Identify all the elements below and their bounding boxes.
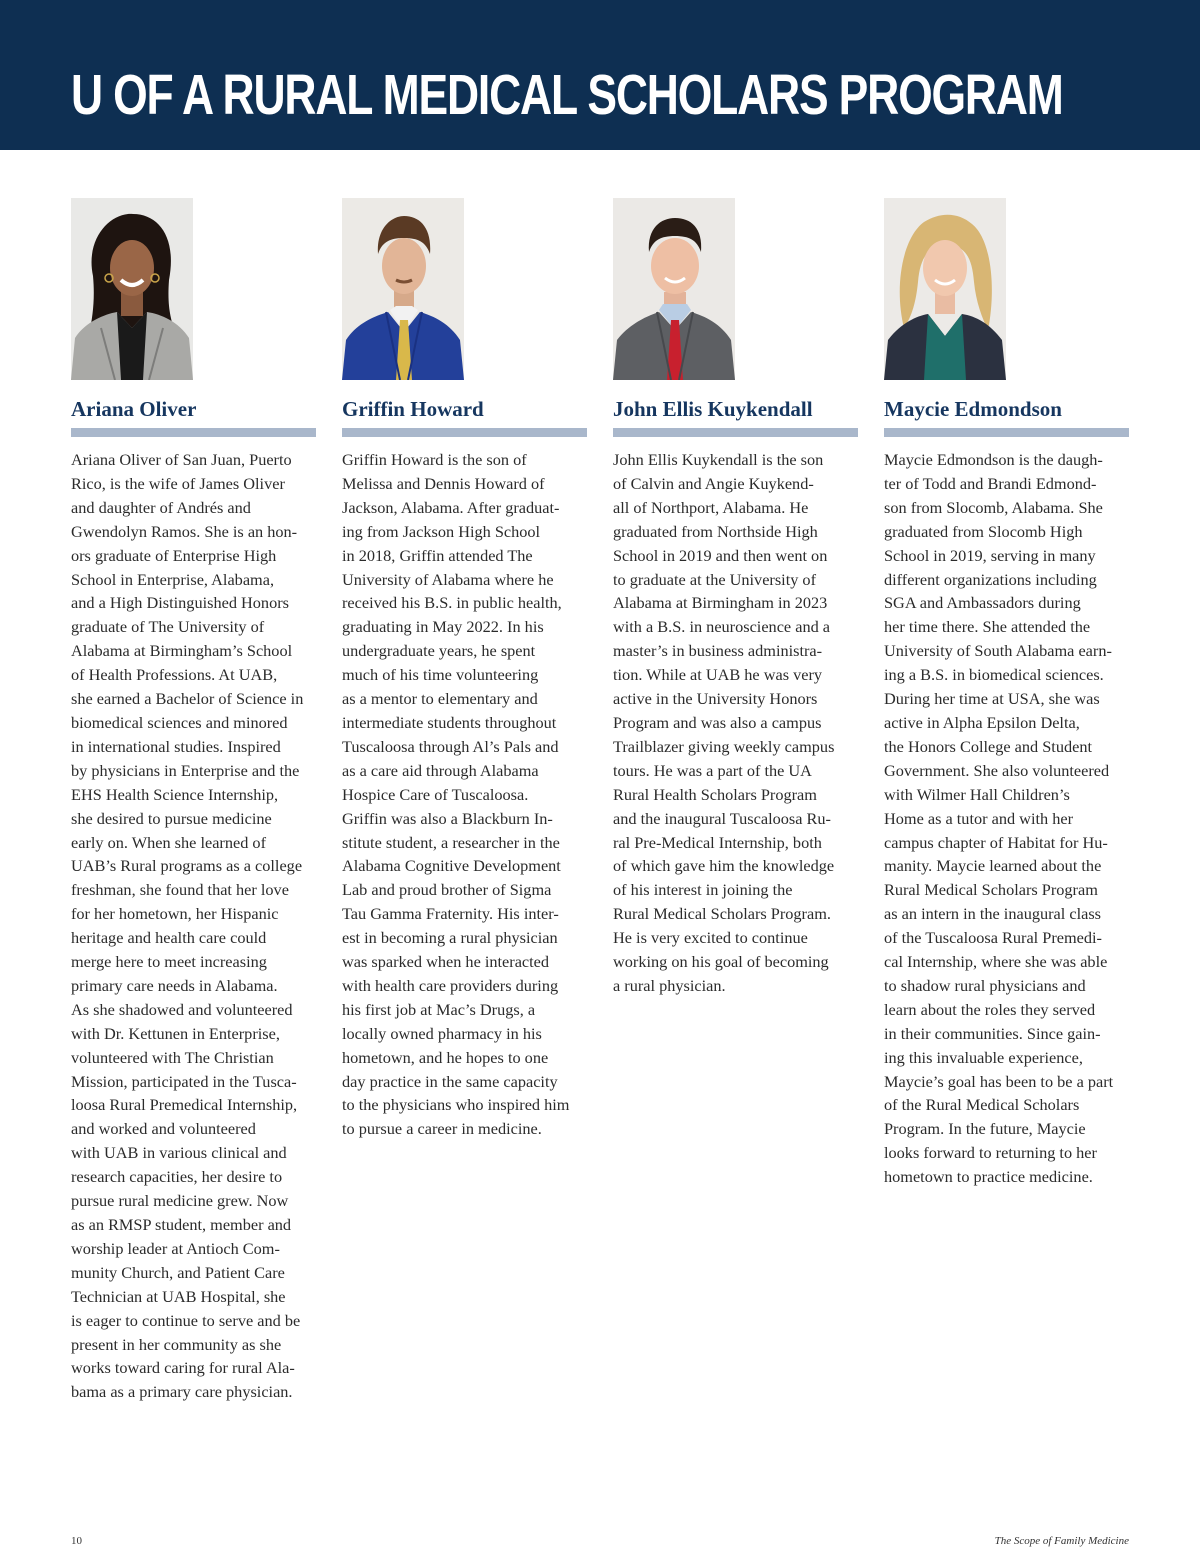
bio-line: graduated from Slocomb High bbox=[884, 521, 1083, 541]
name-underline bbox=[884, 428, 1129, 437]
header-banner bbox=[0, 0, 1200, 150]
bio-line: University of Alabama where he bbox=[342, 569, 554, 589]
bio-line: Griffin Howard is the son of bbox=[342, 450, 527, 469]
bio-line: Home as a tutor and with her bbox=[884, 808, 1073, 828]
bio-line: graduate of The University of bbox=[71, 617, 265, 637]
bio-line: Government. She also volunteered bbox=[884, 760, 1110, 780]
bio-line: pursue rural medicine grew. Now bbox=[71, 1191, 289, 1211]
bio-line: with a B.S. in neuroscience and a bbox=[613, 617, 831, 637]
bio-line: present in her community as she bbox=[71, 1334, 282, 1354]
bio-line: by physicians in Enterprise and the bbox=[71, 760, 300, 780]
bio-line: Program and was also a campus bbox=[613, 712, 822, 732]
bio-line: hometown, and he hopes to one bbox=[342, 1047, 549, 1067]
bio-line: He is very excited to continue bbox=[613, 928, 808, 948]
bio-line: Tau Gamma Fraternity. His inter- bbox=[342, 904, 559, 924]
bio-line: learn about the roles they served bbox=[884, 999, 1096, 1019]
scholar-name: Maycie Edmondson bbox=[884, 397, 1062, 421]
bio-line: Rural Health Scholars Program bbox=[613, 784, 817, 804]
bio-line: bama as a primary care physician. bbox=[71, 1382, 293, 1402]
bio-line: undergraduate years, he spent bbox=[342, 641, 536, 661]
bio-line: campus chapter of Habitat for Hu- bbox=[884, 832, 1108, 852]
bio-line: Jackson, Alabama. After graduat- bbox=[342, 497, 560, 517]
bio-line: and a High Distinguished Honors bbox=[71, 593, 289, 613]
bio-line: School in Enterprise, Alabama, bbox=[71, 569, 275, 589]
bio-line: of Health Professions. At UAB, bbox=[71, 665, 278, 685]
scholar-bio bbox=[884, 448, 1132, 1189]
bio-line: Melissa and Dennis Howard of bbox=[342, 473, 545, 493]
bio-line: she desired to pursue medicine bbox=[71, 808, 272, 828]
bio-line: ing a B.S. in biomedical sciences. bbox=[884, 665, 1104, 685]
bio-line: Alabama at Birmingham’s School bbox=[71, 641, 293, 661]
bio-line: tours. He was a part of the UA bbox=[613, 760, 812, 780]
bio-line: different organizations including bbox=[884, 569, 1097, 589]
bio-line: cal Internship, where she was able bbox=[884, 952, 1108, 972]
bio-line: with Dr. Kettunen in Enterprise, bbox=[71, 1023, 280, 1043]
bio-line: Maycie’s goal has been to be a part bbox=[884, 1071, 1114, 1091]
bio-line: was sparked when he interacted bbox=[342, 952, 550, 972]
bio-line: tion. While at UAB he was very bbox=[613, 665, 823, 685]
scholar-name: Griffin Howard bbox=[342, 397, 484, 421]
bio-line: received his B.S. in public health, bbox=[342, 593, 562, 613]
bio-line: locally owned pharmacy in his bbox=[342, 1023, 542, 1043]
bio-line: manity. Maycie learned about the bbox=[884, 856, 1102, 876]
bio-line: to graduate at the University of bbox=[613, 569, 816, 589]
bio-line: Rural Medical Scholars Program bbox=[884, 880, 1098, 900]
bio-line: John Ellis Kuykendall is the son bbox=[613, 450, 824, 469]
bio-line: University of South Alabama earn- bbox=[884, 641, 1112, 661]
page-title: U OF A RURAL MEDICAL SCHOLARS PROGRAM bbox=[71, 63, 1063, 127]
bio-line: heritage and health care could bbox=[71, 928, 267, 948]
bio-line: with UAB in various clinical and bbox=[71, 1143, 287, 1163]
bio-line: Trailblazer giving weekly campus bbox=[613, 736, 835, 756]
bio-line: School in 2019 and then went on bbox=[613, 545, 828, 565]
bio-line: graduated from Northside High bbox=[613, 521, 818, 541]
bio-line: intermediate students throughout bbox=[342, 712, 557, 732]
bio-line: ors graduate of Enterprise High bbox=[71, 545, 277, 565]
bio-line: ing from Jackson High School bbox=[342, 521, 541, 541]
bio-line: merge here to meet increasing bbox=[71, 952, 267, 972]
scholar-photo bbox=[613, 198, 735, 380]
scholar-card-maycie-edmondson bbox=[884, 198, 1129, 1187]
bio-line: son from Slocomb, Alabama. She bbox=[884, 497, 1103, 517]
bio-line: EHS Health Science Internship, bbox=[71, 784, 279, 804]
bio-line: Gwendolyn Ramos. She is an hon- bbox=[71, 521, 298, 541]
bio-line: his first job at Mac’s Drugs, a bbox=[342, 999, 536, 1019]
scholar-name: Ariana Oliver bbox=[71, 397, 197, 421]
bio-line: Alabama at Birmingham in 2023 bbox=[613, 593, 828, 613]
bio-line: day practice in the same capacity bbox=[342, 1071, 558, 1091]
bio-line: the Honors College and Student bbox=[884, 736, 1093, 756]
bio-line: looks forward to returning to her bbox=[884, 1143, 1097, 1163]
bio-line: her time there. She attended the bbox=[884, 617, 1091, 637]
bio-line: active in the University Honors bbox=[613, 689, 818, 709]
bio-line: in 2018, Griffin attended The bbox=[342, 545, 533, 565]
bio-line: School in 2019, serving in many bbox=[884, 545, 1096, 565]
bio-line: Rural Medical Scholars Program. bbox=[613, 904, 831, 924]
bio-line: and daughter of Andrés and bbox=[71, 497, 251, 517]
bio-line: and worked and volunteered bbox=[71, 1119, 256, 1139]
bio-line: as an intern in the inaugural class bbox=[884, 904, 1102, 924]
bio-line: all of Northport, Alabama. He bbox=[613, 497, 809, 517]
scholar-photo bbox=[342, 198, 464, 380]
bio-line: and the inaugural Tuscaloosa Ru- bbox=[613, 808, 831, 828]
bio-line: Tuscaloosa through Al’s Pals and bbox=[342, 736, 559, 756]
bio-line: UAB’s Rural programs as a college bbox=[71, 856, 303, 876]
bio-line: Griffin was also a Blackburn In- bbox=[342, 808, 553, 828]
bio-line: Technician at UAB Hospital, she bbox=[71, 1286, 286, 1306]
scholar-name: John Ellis Kuykendall bbox=[613, 397, 813, 421]
bio-line: worship leader at Antioch Com- bbox=[71, 1238, 280, 1258]
scholar-card-john-ellis-kuykendall bbox=[613, 198, 858, 995]
name-underline bbox=[71, 428, 316, 437]
bio-line: works toward caring for rural Ala- bbox=[71, 1358, 295, 1378]
bio-line: munity Church, and Patient Care bbox=[71, 1262, 285, 1282]
bio-line: est in becoming a rural physician bbox=[342, 928, 558, 948]
bio-line: Rico, is the wife of James Oliver bbox=[71, 473, 285, 493]
bio-line: biomedical sciences and minored bbox=[71, 712, 288, 732]
bio-line: much of his time volunteering bbox=[342, 665, 539, 685]
bio-line: as a care aid through Alabama bbox=[342, 760, 539, 780]
bio-line: Ariana Oliver of San Juan, Puerto bbox=[71, 450, 292, 469]
bio-line: for her hometown, her Hispanic bbox=[71, 904, 279, 924]
scholar-photo bbox=[884, 198, 1006, 380]
bio-line: a rural physician. bbox=[613, 975, 726, 995]
bio-line: of the Rural Medical Scholars bbox=[884, 1095, 1080, 1115]
bio-line: early on. When she learned of bbox=[71, 832, 266, 852]
bio-line: as a mentor to elementary and bbox=[342, 689, 538, 709]
publication-name: The Scope of Family Medicine bbox=[994, 1535, 1129, 1547]
bio-line: freshman, she found that her love bbox=[71, 880, 289, 900]
bio-line: ter of Todd and Brandi Edmond- bbox=[884, 473, 1097, 493]
bio-line: in international studies. Inspired bbox=[71, 736, 281, 756]
bio-line: of the Tuscaloosa Rural Premedi- bbox=[884, 928, 1102, 948]
name-underline bbox=[342, 428, 587, 437]
bio-line: as an RMSP student, member and bbox=[71, 1215, 292, 1234]
bio-line: to pursue a career in medicine. bbox=[342, 1119, 542, 1139]
bio-line: graduating in May 2022. In his bbox=[342, 617, 544, 637]
bio-line: stitute student, a researcher in the bbox=[342, 832, 560, 852]
bio-line: of Calvin and Angie Kuykend- bbox=[613, 473, 814, 493]
scholar-photo bbox=[71, 198, 193, 380]
bio-line: working on his goal of becoming bbox=[613, 952, 829, 972]
bio-line: Mission, participated in the Tusca- bbox=[71, 1071, 297, 1091]
bio-line: with Wilmer Hall Children’s bbox=[884, 784, 1070, 804]
name-underline bbox=[613, 428, 858, 437]
bio-line: volunteered with The Christian bbox=[71, 1047, 274, 1067]
bio-line: Hospice Care of Tuscaloosa. bbox=[342, 784, 529, 804]
scholar-card-griffin-howard bbox=[342, 198, 587, 1139]
bio-line: ing this invaluable experience, bbox=[884, 1047, 1083, 1067]
bio-line: to the physicians who inspired him bbox=[342, 1095, 570, 1115]
bio-line: to shadow rural physicians and bbox=[884, 975, 1086, 995]
page-number: 10 bbox=[71, 1535, 82, 1547]
bio-line: Maycie Edmondson is the daugh- bbox=[884, 450, 1103, 469]
bio-line: loosa Rural Premedical Internship, bbox=[71, 1095, 298, 1115]
bio-line: hometown to practice medicine. bbox=[884, 1167, 1093, 1187]
bio-line: master’s in business administra- bbox=[613, 641, 823, 661]
bio-line: Lab and proud brother of Sigma bbox=[342, 880, 552, 900]
bio-line: with health care providers during bbox=[342, 975, 559, 995]
bio-line: she earned a Bachelor of Science in bbox=[71, 689, 304, 709]
bio-line: is eager to continue to serve and be bbox=[71, 1310, 301, 1330]
bio-line: research capacities, her desire to bbox=[71, 1167, 283, 1187]
scholar-bio bbox=[342, 448, 590, 1141]
scholar-card-ariana-oliver bbox=[71, 198, 316, 1402]
bio-line: of his interest in joining the bbox=[613, 880, 793, 900]
bio-line: SGA and Ambassadors during bbox=[884, 593, 1081, 613]
bio-line: primary care needs in Alabama. bbox=[71, 975, 278, 995]
scholar-bio bbox=[71, 448, 319, 1404]
bio-line: active in Alpha Epsilon Delta, bbox=[884, 712, 1080, 732]
bio-line: in their communities. Since gain- bbox=[884, 1023, 1101, 1043]
scholar-bio bbox=[613, 448, 861, 998]
bio-line: ral Pre-Medical Internship, both bbox=[613, 832, 822, 852]
bio-line: During her time at USA, she was bbox=[884, 689, 1100, 709]
bio-line: Program. In the future, Maycie bbox=[884, 1119, 1086, 1139]
bio-line: of which gave him the knowledge bbox=[613, 856, 835, 876]
bio-line: As she shadowed and volunteered bbox=[71, 999, 293, 1019]
bio-line: Alabama Cognitive Development bbox=[342, 856, 561, 876]
